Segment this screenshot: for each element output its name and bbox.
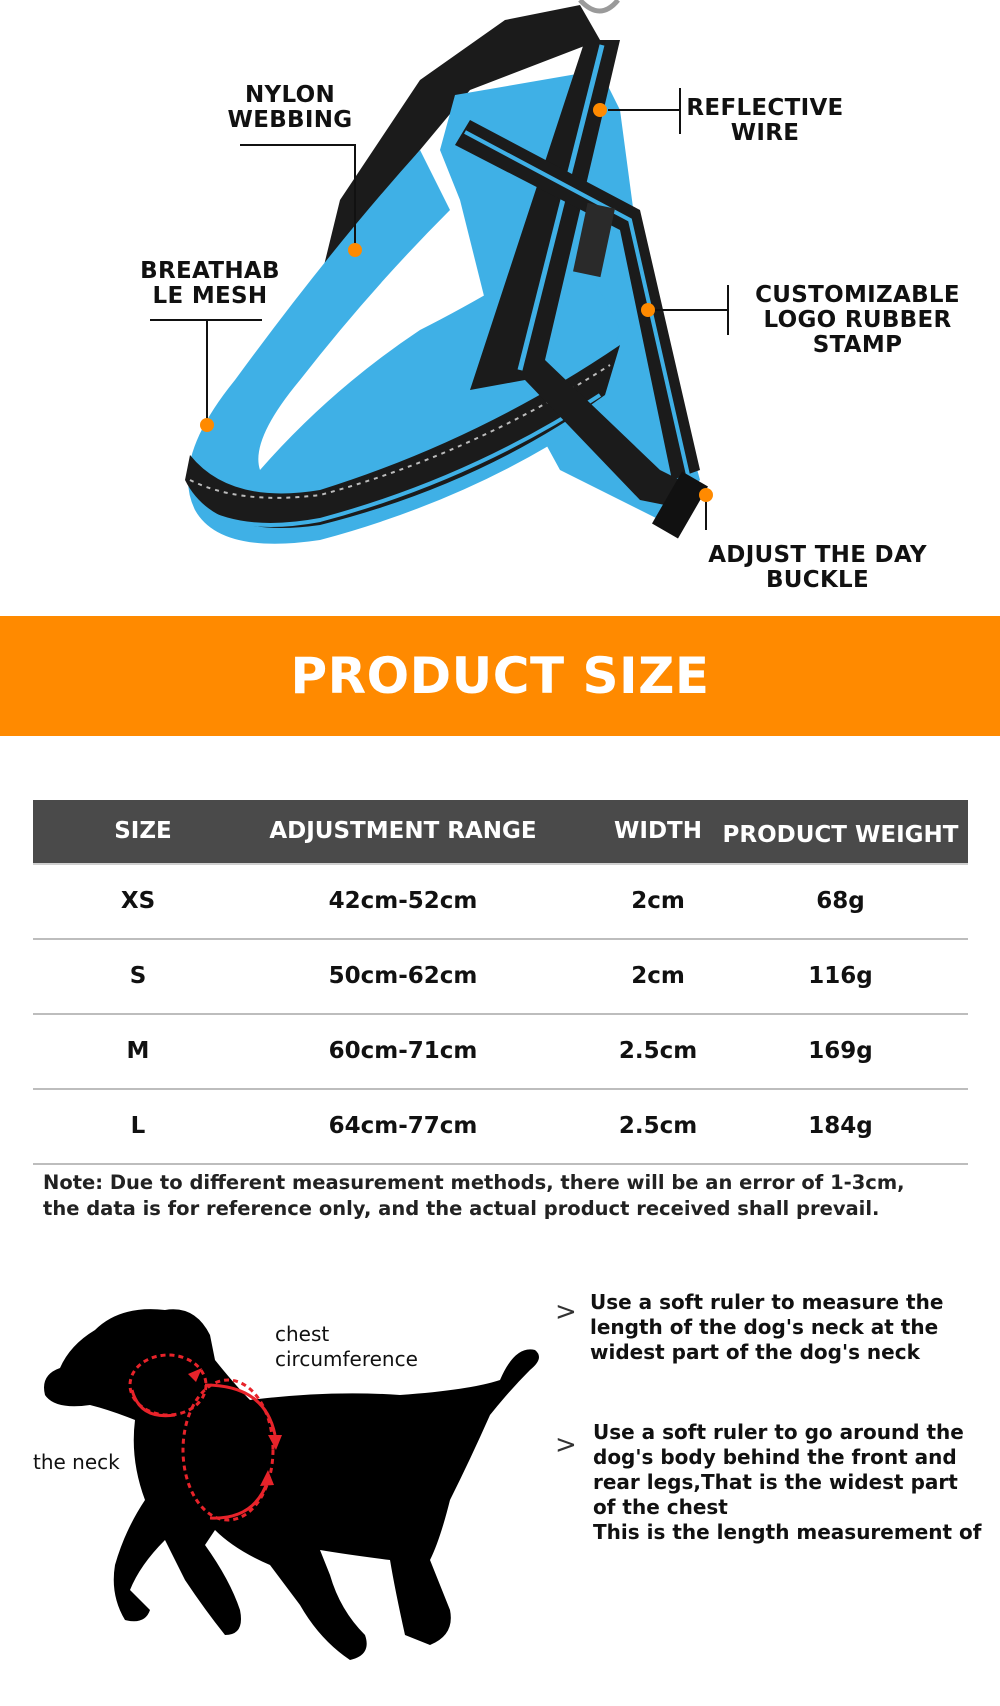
cell-weight: 184g (808, 1113, 873, 1139)
cell-width: 2cm (631, 963, 685, 989)
header-size: SIZE (114, 818, 172, 844)
callout-breathable-mesh: BREATHAB LE MESH (140, 258, 280, 309)
banner-title: PRODUCT SIZE (290, 647, 710, 705)
cell-adjustment-range: 60cm-71cm (328, 1038, 478, 1064)
cell-weight: 68g (816, 888, 865, 914)
table-header (33, 800, 968, 865)
label-neck: the neck (33, 1450, 120, 1474)
cell-size: M (126, 1038, 150, 1064)
cell-adjustment-range: 64cm-77cm (328, 1113, 478, 1139)
cell-size: L (130, 1113, 146, 1139)
cell-adjustment-range: 42cm-52cm (328, 888, 478, 914)
neck-instruction: Use a soft ruler to measure the length of the dog's neck at the widest part of the dog's neck (590, 1290, 944, 1364)
table-row (33, 1015, 968, 1090)
measurement-guide (0, 1290, 1000, 1706)
table-row (33, 1090, 968, 1165)
cell-weight: 169g (808, 1038, 873, 1064)
callout-logo-stamp: CUSTOMIZABLE LOGO RUBBER STAMP (755, 282, 960, 358)
cell-width: 2cm (631, 888, 685, 914)
harness-diagram (0, 0, 1000, 615)
header-width: WIDTH (614, 818, 702, 844)
callout-buckle: ADJUST THE DAY BUCKLE (708, 542, 927, 593)
callout-nylon-webbing: NYLON WEBBING (227, 82, 353, 133)
leash-ring-icon (580, 0, 618, 11)
cell-width: 2.5cm (618, 1113, 698, 1139)
measurement-note: Note: Due to different measurement methods, there will be an error of 1-3cm, the data is for reference only, and the actual product received shall prevail. (43, 1171, 905, 1220)
cell-width: 2.5cm (618, 1038, 698, 1064)
cell-adjustment-range: 50cm-62cm (328, 963, 478, 989)
chevron-right-icon: > (555, 1297, 577, 1327)
chest-instruction: Use a soft ruler to go around the dog's body behind the front and rear legs,That is the widest part of the chest This is the length measurement of (593, 1420, 982, 1544)
cell-size: S (129, 963, 147, 989)
product-size-banner (0, 616, 1000, 736)
chevron-right-icon: > (555, 1430, 577, 1460)
size-table (33, 800, 968, 1165)
cell-size: XS (120, 888, 156, 914)
cell-weight: 116g (808, 963, 873, 989)
header-product-weight: PRODUCT WEIGHT (722, 822, 959, 848)
table-row (33, 940, 968, 1015)
table-row (33, 865, 968, 940)
label-chest-circumference: chest circumference (275, 1322, 418, 1371)
header-adjustment-range: ADJUSTMENT RANGE (269, 818, 537, 844)
callout-reflective-wire: REFLECTIVE WIRE (686, 95, 844, 146)
